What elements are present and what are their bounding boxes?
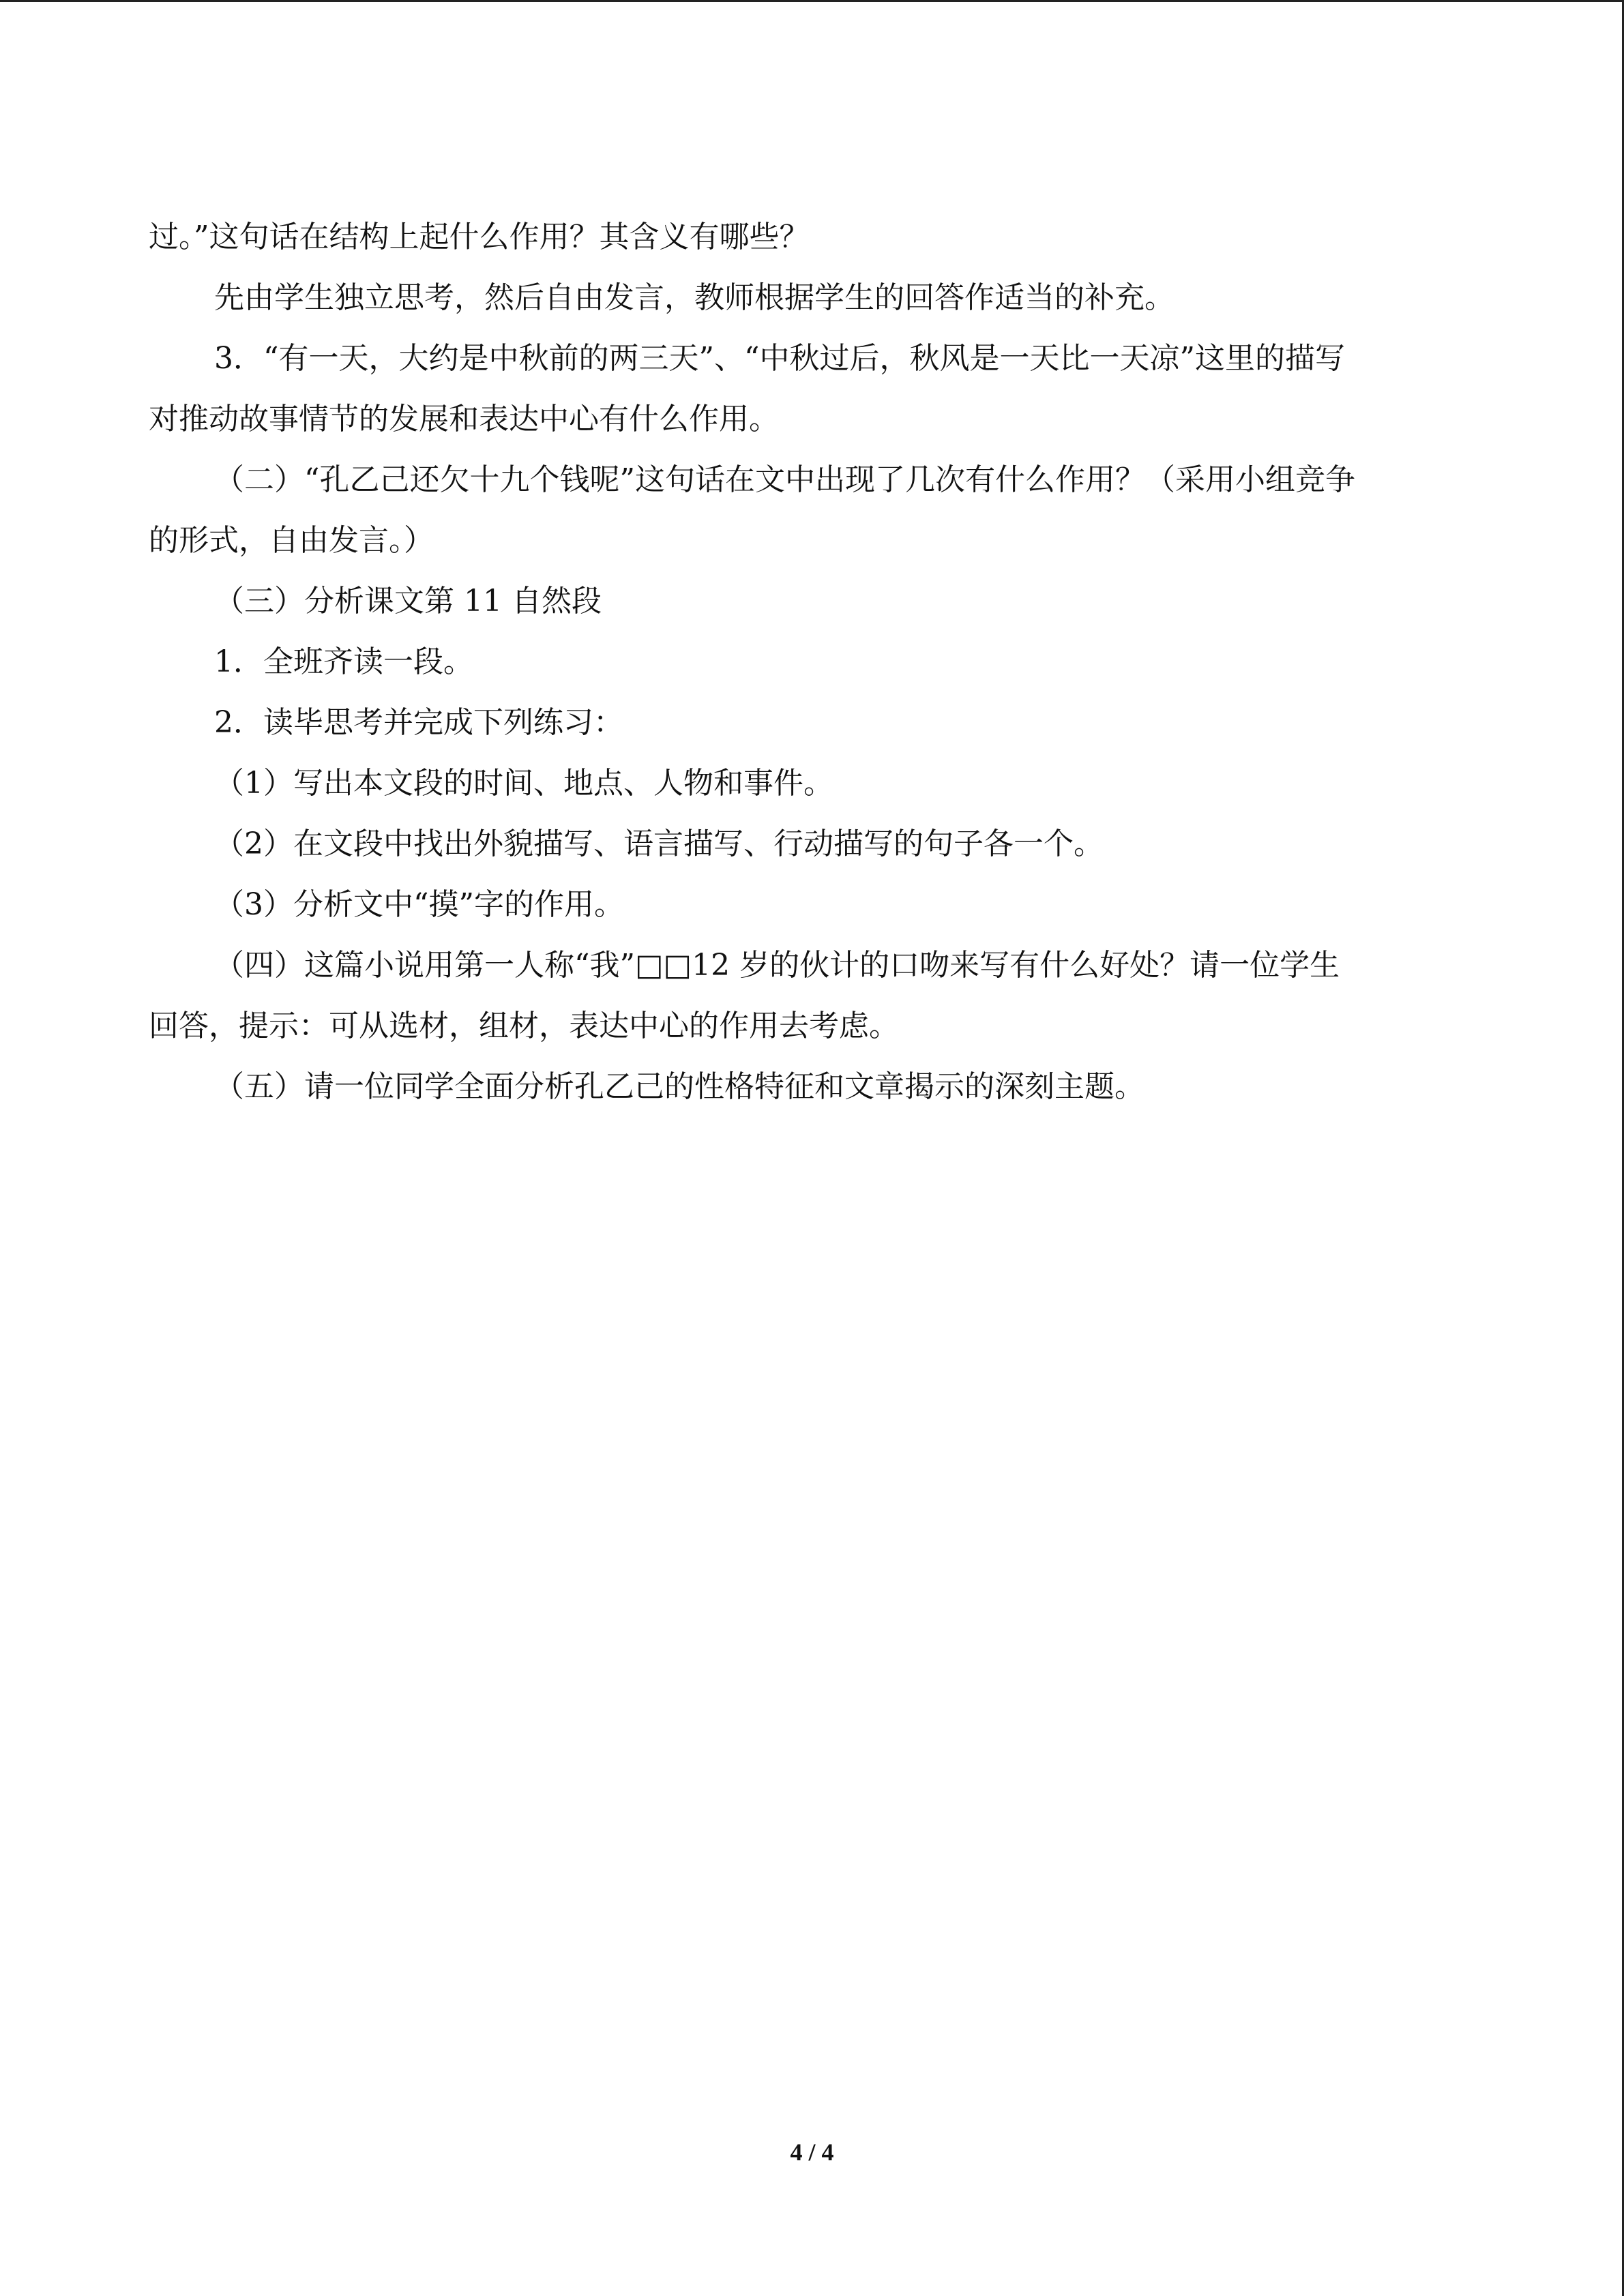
- text-line-section-4: （四）这篇小说用第一人称“我”□□12 岁的伙计的口吻来写有什么好处？请一位学生: [214, 948, 1340, 983]
- text-line-section-2: （二）“孔乙己还欠十九个钱呢”这句话在文中出现了几次有什么作用？（采用小组竞争: [214, 462, 1355, 497]
- text-line-section-5: （五）请一位同学全面分析孔乙己的性格特征和文章揭示的深刻主题。: [214, 1069, 1145, 1104]
- text-line-item-2: 2．读毕思考并完成下列练习：: [214, 705, 623, 740]
- text-line-exercise-2: （2）在文段中找出外貌描写、语言描写、行动描写的句子各一个。: [214, 826, 1104, 861]
- text-line-exercise-3: （3）分析文中“摸”字的作用。: [214, 887, 624, 922]
- text-line-item-1: 1．全班齐读一段。: [214, 644, 473, 679]
- text-line-section-4-cont: 回答，提示：可从选材，组材，表达中心的作用去考虑。: [149, 1009, 899, 1043]
- text-line-question-3-cont: 对推动故事情节的发展和表达中心有什么作用。: [149, 402, 779, 436]
- text-line-section-3: （三）分析课文第 11 自然段: [214, 584, 602, 618]
- text-line-continuation: 过。”这句话在结构上起什么作用？其含义有哪些？: [149, 220, 810, 254]
- page-number: 4 / 4: [790, 2138, 834, 2166]
- text-line-exercise-1: （1）写出本文段的时间、地点、人物和事件。: [214, 766, 833, 801]
- text-line-section-2-cont: 的形式，自由发言。）: [149, 523, 434, 558]
- document-body: [149, 207, 1479, 1117]
- text-line-question-3: 3．“有一天，大约是中秋前的两三天”、“中秋过后，秋风是一天比一天凉”这里的描写: [214, 341, 1345, 376]
- text-line-teaching-method: 先由学生独立思考，然后自由发言，教师根据学生的回答作适当的补充。: [214, 280, 1175, 315]
